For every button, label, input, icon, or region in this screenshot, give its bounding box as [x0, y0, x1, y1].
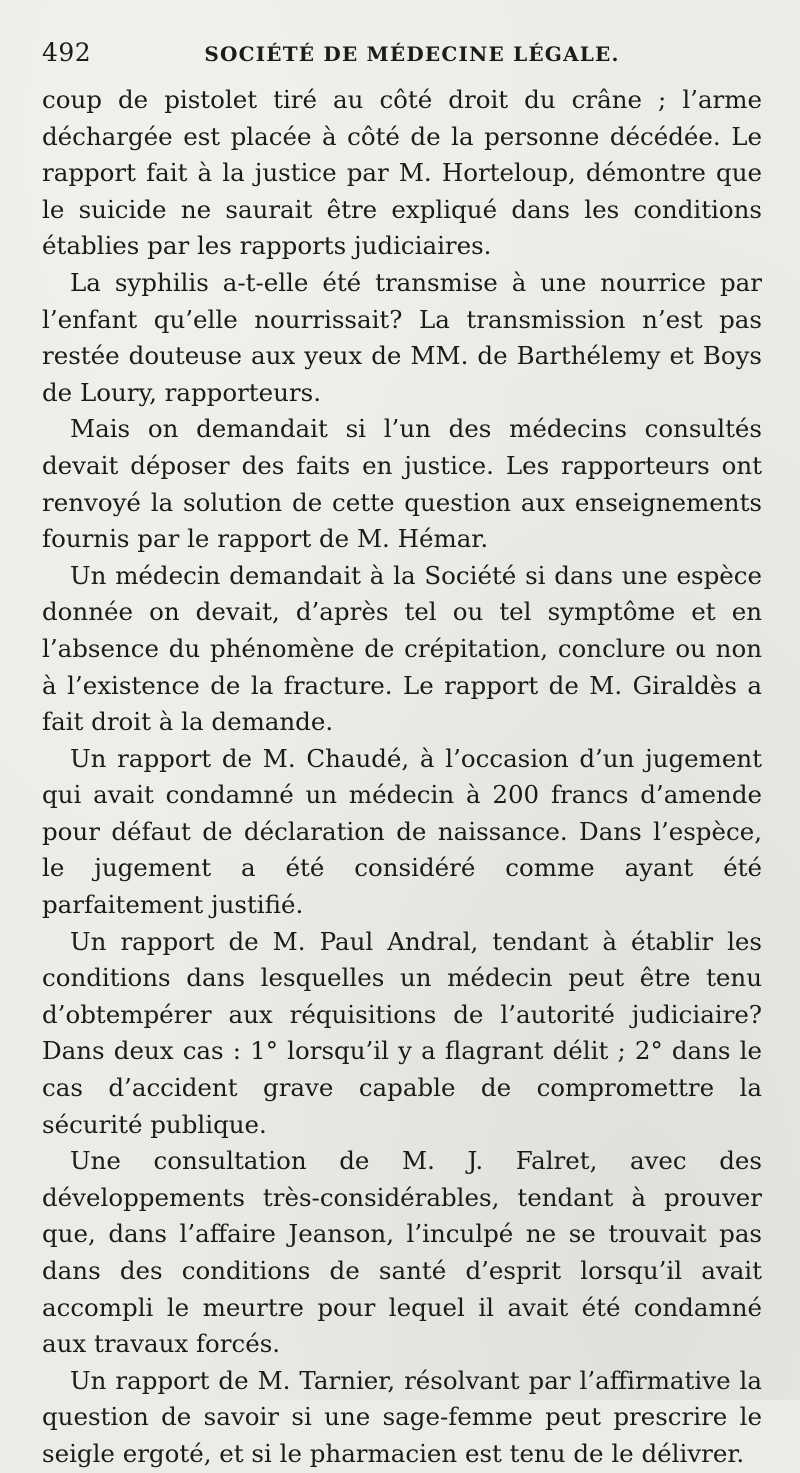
- paragraph-deposition: Mais on demandait si l’un des médecins consultés devait déposer des faits en justice. Les rapporteurs ont renvoyé la solution de cette question aux enseignements fournis par le rapport de M. Hémar.: [42, 414, 762, 554]
- page-number: 492: [42, 38, 92, 67]
- paragraph-syphilis: La syphilis a-t-elle été transmise à une nourrice par l’enfant qu’elle nourrissait? La transmission n’est pas restée douteuse aux yeux de MM. de Barthélemy et Boys de Loury, rapporteurs.: [42, 267, 762, 407]
- running-head: [42, 28, 762, 68]
- paragraph-fracture: Un médecin demandait à la Société si dans une espèce donnée on devait, d’après tel ou tel symptôme et en l’absence du phénomène de crépitation, conclure ou non à l’existence de la fracture. Le rapport de M. Giraldès a fait droit à la demande.: [42, 560, 762, 737]
- paragraph-falret-consultation: Une consultation de M. J. Falret, avec des développements très-considérables, tendant à prouver que, dans l’affaire Jeanson, l’inculpé ne se trouvait pas dans des conditions de santé d’esprit lorsqu’il avait accompli le meurtre pour lequel il avait été condamné aux travaux forcés.: [42, 1146, 762, 1359]
- paragraph-andral-report: Un rapport de M. Paul Andral, tendant à établir les conditions dans lesquelles un médecin peut être tenu d’obtempérer aux réquisitions de l’autorité judiciaire? Dans deux cas : 1° lorsqu’il y a flagrant délit ; 2° dans le cas d’accident grave capable de compromettre la sécurité publique.: [42, 926, 762, 1139]
- paragraph-continuation: coup de pistolet tiré au côté droit du crâne ; l’arme déchargée est placée à côté de la personne décédée. Le rapport fait à la justice par M. Horteloup, démontre que le suicide ne saurait être expliqué dans les conditions établies par les rapports judiciaires.: [42, 85, 762, 261]
- body-text: [42, 82, 762, 1473]
- paragraph-tarnier-report: Un rapport de M. Tarnier, résolvant par l’affirmative la question de savoir si une sage-femme peut prescrire le seigle ergoté, et si le pharmacien est tenu de le délivrer.: [42, 1365, 762, 1468]
- running-title: SOCIÉTÉ DE MÉDECINE LÉGALE.: [204, 42, 620, 66]
- paragraph-chaude-report: Un rapport de M. Chaudé, à l’occasion d’un jugement qui avait condamné un médecin à 200 francs d’amende pour défaut de déclaration de naissance. Dans l’espèce, le jugement a été considéré comme ayant été parfaitement justifié.: [42, 743, 762, 920]
